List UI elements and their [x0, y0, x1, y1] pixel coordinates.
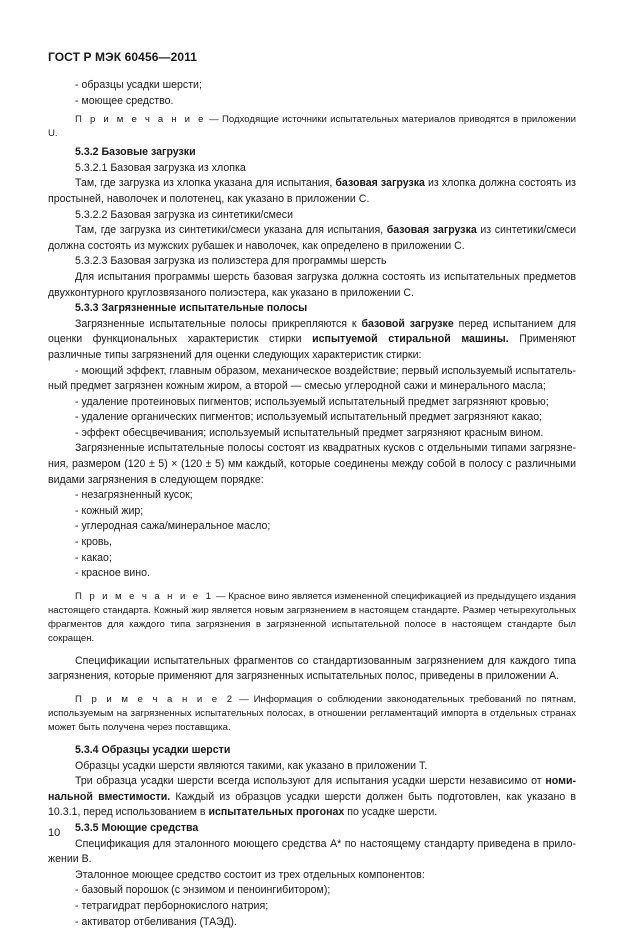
section-title-5-3-5: 5.3.5 Моющие средства — [75, 821, 199, 834]
subsection-title: 5.3.2.1 Базовая загрузка из хлопка — [75, 161, 246, 174]
section-title-5-3-4: 5.3.4 Образцы усадки шерсти — [75, 744, 231, 756]
page-number: 10 — [48, 827, 61, 839]
subsection-title: 5.3.2.3 Базовая загрузка из полиэстера для программы шерсть — [75, 255, 387, 268]
list-item: - активатор отбеливания (ТАЭД). — [75, 915, 237, 928]
paragraph: Спецификация для эталонного моющего средства А* по настоящему стандарту приведена в прило-жении В. — [48, 837, 576, 866]
document-header: ГОСТ Р МЭК 60456—2011 — [48, 50, 198, 64]
list-item: - удаление органических пигментов; используемый испытательный предмет загрязняют какао; — [75, 411, 543, 424]
list-item: - образцы усадки шерсти; — [75, 79, 202, 91]
list-item: - моющее средство. — [75, 94, 174, 107]
list-item: - какао; — [75, 551, 112, 564]
paragraph: Три образца усадки шерсти всегда используют для испытания усадки шерсти независимо от номи-нальной вместимости. Каждый из образцов усадки шерсти должен быть подготовлен, как указано в 10.3.1, перед использованием в испытательных прогонах по усадке шерсти. — [48, 775, 576, 819]
paragraph: Для испытания программы шерсть базовая загрузка должна состоять из испытательных предметов двухконтурного круглозвязаного полиэстера, как указано в приложении С. — [48, 270, 576, 299]
section-title-5-3-2: 5.3.2 Базовые загрузки — [75, 146, 196, 159]
paragraph: Образцы усадки шерсти являются такими, как указано в приложении Т. — [75, 759, 428, 772]
paragraph: Загрязненные испытательные полосы состоят из квадратных кусков с отдельными типами загрязне-ния, размером (120 ± 5) × (120 ± 5) мм каждый, которые соединены между собой в полосу с различными видами загрязнения в следующем порядке: — [48, 442, 576, 486]
list-item: - базовый порошок (с энзимом и пеноингибитором); — [75, 884, 331, 897]
list-item: - углеродная сажа/минеральное масло; — [75, 520, 271, 533]
list-item: - кровь, — [75, 536, 112, 549]
paragraph: Спецификации испытательных фрагментов со стандартизованным загрязнением для каждого типа загрязнения, которые применяют для загрязненных испытательных полос, приведены в приложении А. — [48, 654, 576, 683]
list-item: - тетрагидрат перборнокислого натрия; — [75, 899, 269, 912]
list-item: - кожный жир; — [75, 504, 144, 517]
paragraph: Загрязненные испытательные полосы прикрепляются к базовой загрузке перед испытанием для оценки функциональных характеристик стирки испытуемой стиральной машины. Применяют различные типы загрязнений для оценки следующих характеристик стирки: — [48, 317, 576, 361]
list-item: - моющий эффект, главным образом, механическое воздействие; первый используемый испытатель-ный предмет загрязнен кожным жиром, а второй — смесью углеродной сажи и минерального масла; — [48, 364, 576, 393]
list-item: - удаление протеиновых пигментов; используемый испытательный предмет загрязняют кровью; — [75, 395, 549, 408]
section-title-5-3-3: 5.3.3 Загрязненные испытательные полосы — [75, 302, 308, 315]
list-item: - красное вино. — [75, 567, 150, 580]
list-item: - незагрязненный кусок; — [75, 489, 193, 502]
paragraph: Там, где загрузка из синтетики/смеси указана для испытания, базовая загрузка из синтетики/смеси должна состоять из мужских рубашек и наволочек, как определено в приложении С. — [48, 224, 577, 252]
note-2: П р и м е ч а н и е 2 — Информация о соблюдении законодательных требований по пятнам, используемым на загрязненных испытательных полосах, в отношении регламентаций импорта в отдельных странах может быть получена через поставщика. — [48, 694, 576, 733]
document-body — [48, 78, 576, 930]
paragraph: Там, где загрузка из хлопка указана для испытания, базовая загрузка из хлопка должна состоять из простыней, наволочек и полотенец, как указано в приложении С. — [48, 177, 576, 205]
paragraph: Эталонное моющее средство состоит из трех отдельных компонентов: — [75, 868, 425, 881]
note-0: П р и м е ч а н и е — Подходящие источники испытательных материалов приводятся в приложении U. — [48, 114, 576, 140]
note-1: П р и м е ч а н и е 1 — Красное вино является измененной спецификацией из предыдущего издания настоящего стандарта. Кожный жир является новым загрязнением в настоящем стандарте. Размер четырехугольных фрагментов для каждого типа загрязнения в загрязненной испытательной полосе в настоящем стандарте был сокращен. — [48, 590, 577, 644]
list-item: - эффект обесцвечивания; используемый испытательный предмет загрязняют красным вином. — [75, 426, 544, 439]
subsection-title: 5.3.2.2 Базовая загрузка из синтетики/смеси — [75, 208, 294, 221]
